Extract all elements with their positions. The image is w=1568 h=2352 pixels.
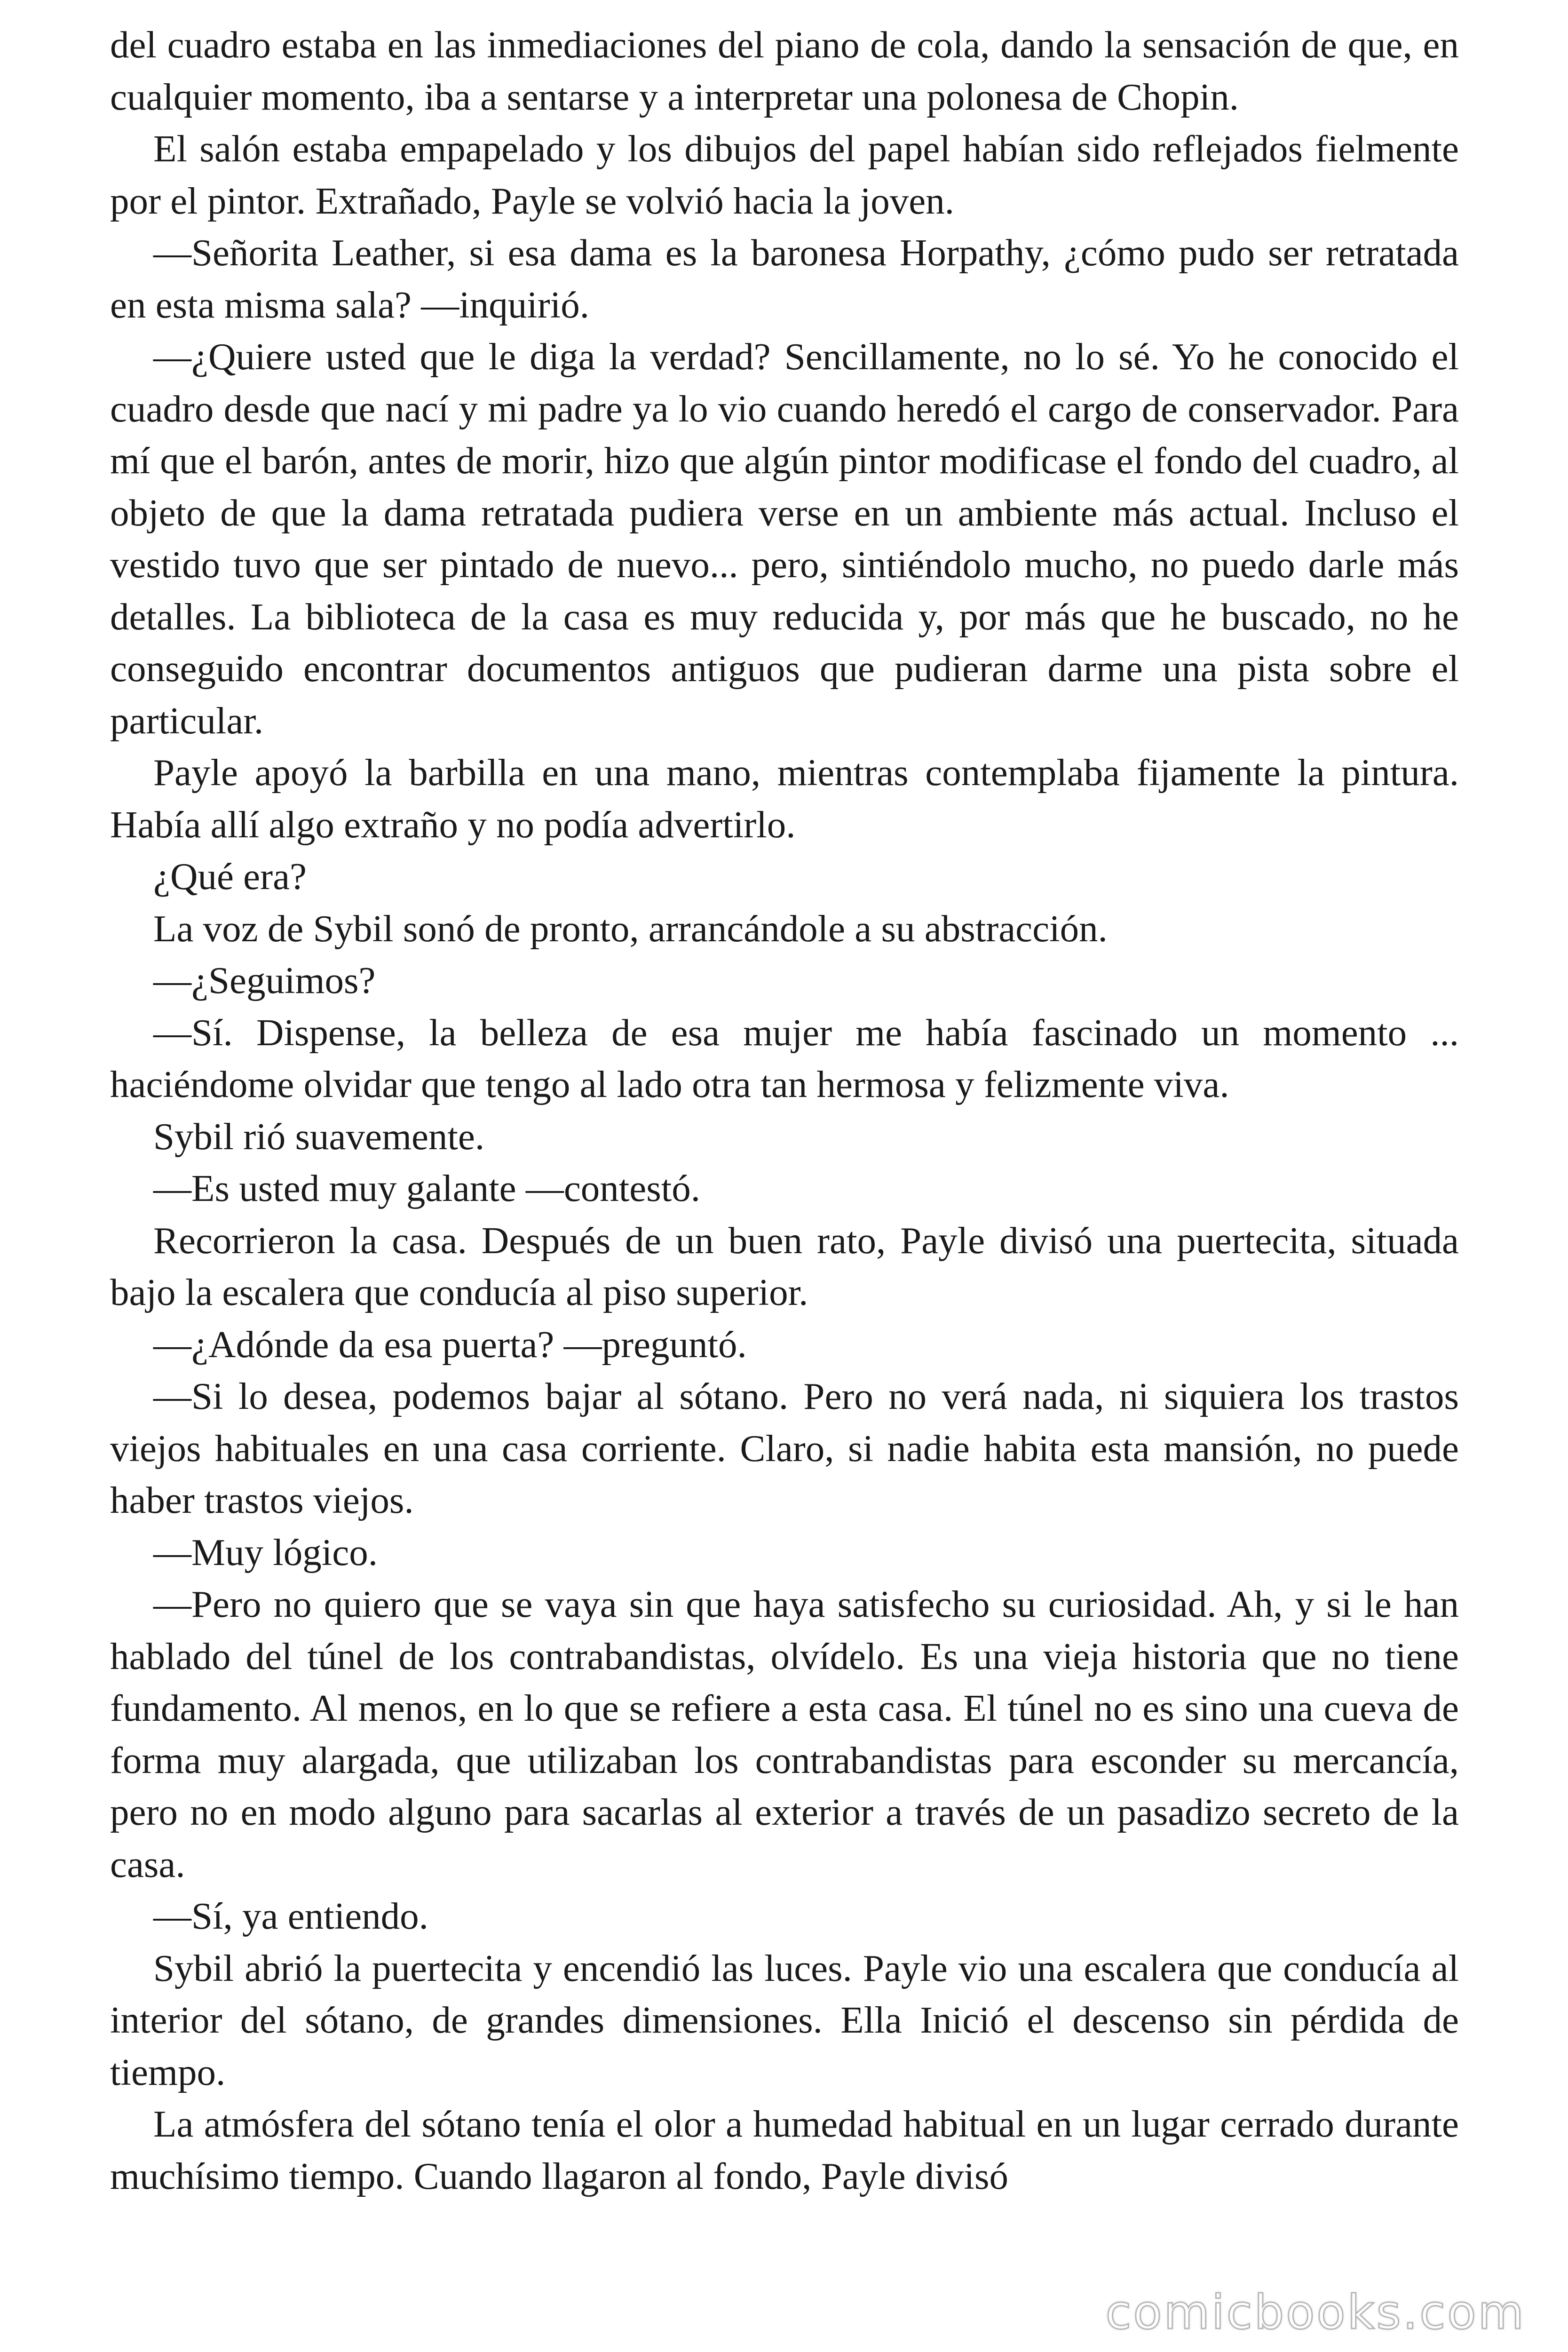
paragraph: Recorrieron la casa. Después de un buen rato, Payle divisó una puertecita, situada bajo la escalera que conducía al piso superior. [110, 1219, 1459, 1313]
paragraph: —¿Quiere usted que le diga la verdad? Sencillamente, no lo sé. Yo he conocido el cuadro desde que nací y mi padre ya lo vio cuando heredó el cargo de conservador. Para mí que el barón, antes de morir, hizo que algún pintor modificase el fondo del cuadro, al objeto de que la dama retratada pudiera verse en un ambiente más actual. Incluso el vestido tuvo que ser pintado de nuevo... pero, sintiéndolo mucho, no puedo darle más detalles. La biblioteca de la casa es muy reducida y, por más que he buscado, no he conseguido encontrar documentos antiguos que pudieran darme una pista sobre el particular. [110, 335, 1459, 742]
paragraph: —Si lo desea, podemos bajar al sótano. Pero no verá nada, ni siquiera los trastos viejos habituales en una casa corriente. Claro, si nadie habita esta mansión, no puede haber trastos viejos. [110, 1375, 1459, 1521]
paragraph: —Es usted muy galante —contestó. [153, 1167, 701, 1209]
paragraph: del cuadro estaba en las inmediaciones del piano de cola, dando la sensación de que, en cualquier momento, iba a sentarse y a interpretar una polonesa de Chopin. [110, 24, 1459, 118]
paragraph: —Sí, ya entiendo. [153, 1895, 428, 1937]
paragraph: El salón estaba empapelado y los dibujos del papel habían sido reflejados fielmente por el pintor. Extrañado, Payle se volvió hacia la joven. [110, 127, 1459, 222]
paragraph: —Pero no quiero que se vaya sin que haya satisfecho su curiosidad. Ah, y si le han hablado del túnel de los contrabandistas, olvídelo. Es una vieja historia que no tiene fundamento. Al menos, en lo que se refiere a esta casa. El túnel no es sino una cueva de forma muy alargada, que utilizaban los contrabandistas para esconder su mercancía, pero no en modo alguno para sacarlas al exterior a través de un pasadizo secreto de la casa. [110, 1583, 1459, 1885]
paragraph: —Sí. Dispense, la belleza de esa mujer me había fascinado un momento ... haciéndome olvidar que tengo al lado otra tan hermosa y felizmente viva. [110, 1011, 1459, 1105]
paragraph: Sybil rió suavemente. [153, 1115, 485, 1158]
paragraph: —¿Adónde da esa puerta? —preguntó. [153, 1323, 747, 1366]
page-text [110, 19, 1459, 2202]
paragraph: La atmósfera del sótano tenía el olor a humedad habitual en un lugar cerrado durante muchísimo tiempo. Cuando llagaron al fondo, Payle divisó [110, 2103, 1459, 2197]
watermark: comicbooks.com [1105, 2285, 1526, 2340]
paragraph: Payle apoyó la barbilla en una mano, mientras contemplaba fijamente la pintura. Había allí algo extraño y no podía advertirlo. [110, 751, 1459, 846]
paragraph: —Muy lógico. [153, 1531, 378, 1573]
paragraph: —Señorita Leather, si esa dama es la baronesa Horpathy, ¿cómo pudo ser retratada en esta misma sala? —inquirió. [110, 231, 1459, 326]
paragraph: La voz de Sybil sonó de pronto, arrancándole a su abstracción. [153, 907, 1108, 950]
paragraph: —¿Seguimos? [153, 959, 376, 1001]
paragraph: Sybil abrió la puertecita y encendió las luces. Payle vio una escalera que conducía al interior del sótano, de grandes dimensiones. Ella Inició el descenso sin pérdida de tiempo. [110, 1947, 1459, 2093]
paragraph: ¿Qué era? [153, 855, 307, 898]
